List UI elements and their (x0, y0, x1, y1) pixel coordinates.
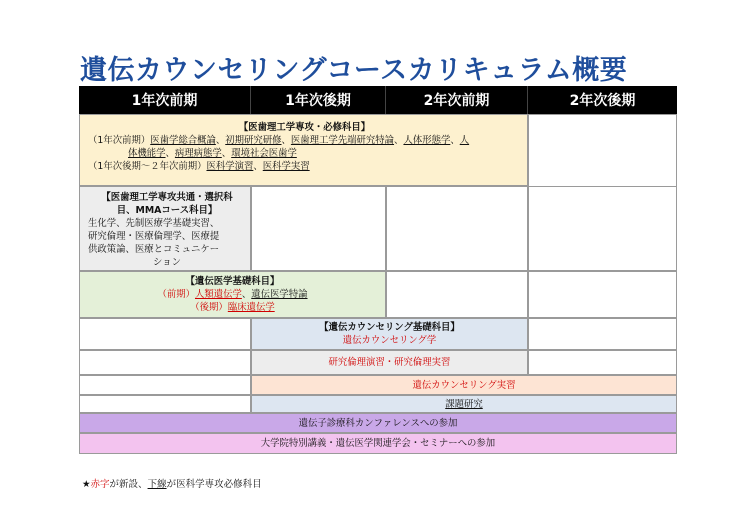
header-2nd-year-second-term: 2年次後期 (528, 86, 677, 114)
genetic-medicine-basics-line-2: （後期）臨床遺伝学 (190, 302, 275, 313)
course: 体機能学 (128, 148, 166, 159)
course: 臨床遺伝学 (227, 302, 275, 313)
course: 人類遺伝学 (194, 289, 242, 300)
elective-courses-line: ション (153, 257, 181, 268)
grid-cell (79, 350, 251, 375)
grid-cell (528, 186, 677, 271)
course: 環境社会医歯学 (231, 148, 297, 159)
genetic-counseling-basics-block (251, 318, 528, 350)
genetic-medicine-basics-block (79, 271, 386, 318)
lectures-seminars-block: 大学院特別講義・遺伝医学関連学会・セミナーへの参加 (79, 433, 677, 454)
course: 人体形態学 (403, 135, 451, 146)
grid-cell (79, 375, 251, 395)
genetic-medicine-basics-heading: 【遺伝医学基礎科目】 (185, 276, 280, 287)
research-project-block (251, 395, 677, 413)
course: 初期研究研修 (225, 135, 282, 146)
required-courses-line-1: （1年次前期）医歯学総合概論、初期研究研修、医歯理工学先端研究特論、人体形態学、人 (88, 135, 470, 146)
research-ethics-block: 研究倫理演習・研究倫理実習 (251, 350, 528, 375)
header-1st-year-second-term: 1年次後期 (251, 86, 386, 114)
genetic-counseling-basics-heading: 【遺伝カウンセリング基礎科目】 (319, 322, 460, 333)
elective-courses-line: 研究倫理・医療倫理学、医療提 (88, 231, 220, 242)
elective-courses-line: 供政策論、医療とコミュニケー (88, 244, 220, 255)
page-title: 遺伝カウンセリングコースカリキュラム概要 (80, 55, 628, 86)
grid-cell (79, 318, 251, 350)
course: 医科学実習 (262, 161, 310, 172)
required-courses-line-3: （1年次後期～２年次前期）医科学演習、医科学実習 (88, 161, 310, 172)
required-courses-heading: 【医歯理工学専攻・必修科目】 (238, 122, 371, 133)
course: 医科学演習 (206, 161, 254, 172)
genetic-medicine-basics-line-1: （前期）人類遺伝学、遺伝医学特論 (157, 289, 308, 300)
grid-cell (386, 271, 528, 318)
elective-courses-heading: 【医歯理工学専攻共通・選択科 目、MMAコース科目】 (101, 192, 233, 216)
grid-cell (528, 350, 677, 375)
required-courses-block (79, 114, 528, 186)
course: 遺伝カウンセリング学 (342, 335, 437, 346)
star-icon: ★ (82, 479, 91, 490)
required-courses-line-2: 体機能学、病理病態学、環境社会医歯学 (128, 148, 297, 159)
grid-cell (528, 318, 677, 350)
course: 遺伝医学特論 (251, 289, 308, 300)
course: 医歯学総合概論 (150, 135, 216, 146)
grid-cell (386, 186, 528, 271)
course: 医歯理工学先端研究特論 (290, 135, 395, 146)
conference-participation-block: 遺伝子診療科カンファレンスへの参加 (79, 413, 677, 433)
grid-cell (79, 395, 251, 413)
elective-courses-line: 生化学、先制医療学基礎実習、 (88, 218, 220, 229)
grid-cell (251, 186, 386, 271)
header-1st-year-first-term: 1年次前期 (79, 86, 251, 114)
grid-cell (528, 114, 677, 189)
course: 課題研究 (445, 398, 483, 410)
header-2nd-year-first-term: 2年次前期 (386, 86, 528, 114)
genetic-counseling-practicum-block: 遺伝カウンセリング実習 (251, 375, 677, 395)
course: 病理病態学 (174, 148, 222, 159)
elective-courses-block (79, 186, 251, 271)
grid-cell (528, 271, 677, 318)
footnote: ★赤字が新設、下線が医科学専攻必修科目 (82, 479, 262, 490)
course: 人 (459, 135, 470, 146)
